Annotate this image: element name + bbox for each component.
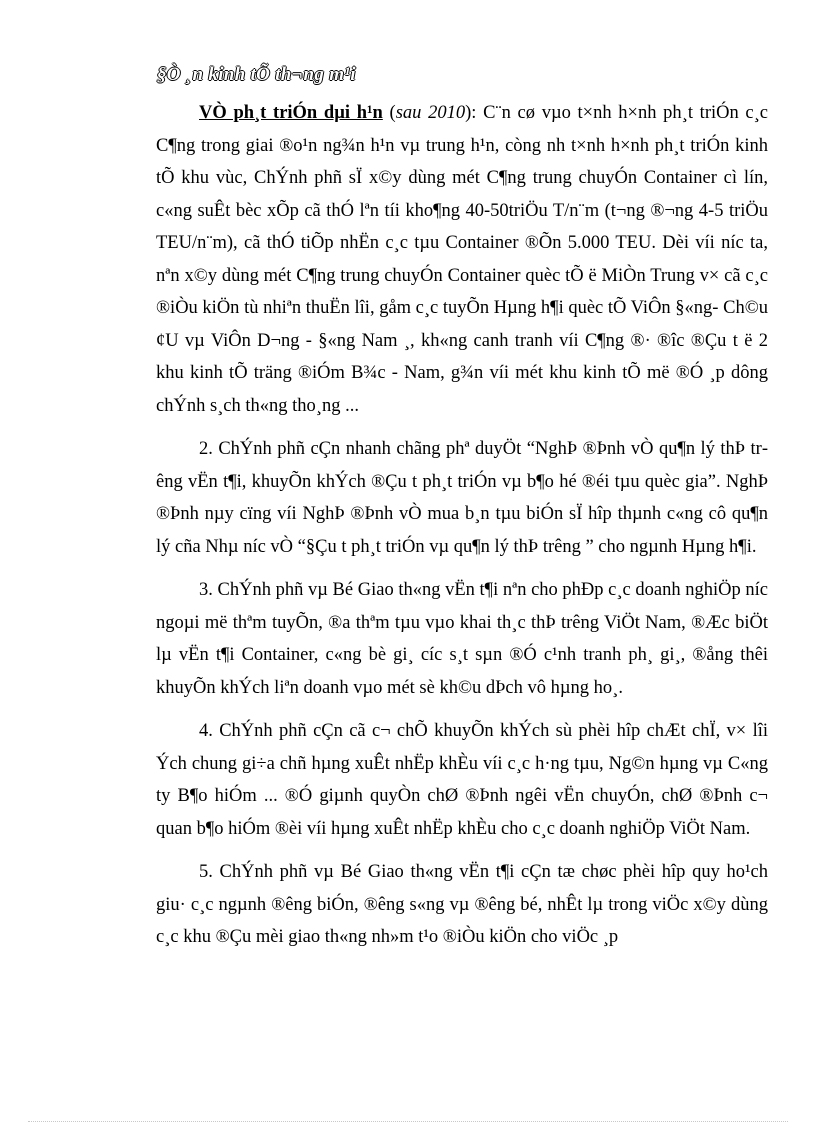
paragraph-2: [156, 433, 768, 563]
paragraph-text: 4. ChÝnh phñ cÇn cã c¬ chÕ khuyÕn khÝch sù phèi hîp chÆt chÏ, v× lîi Ých chung gi÷a chñ hµng xuÊt nhËp khÈu víi c¸c h·ng tµu, Ng©n hµng vµ C«ng ty B¶o hiÓm ... ®Ó giµnh quyÒn chØ ®Þnh ngêi vËn chuyÓn, chØ ®Þnh c¬ quan b¶o hiÓm ®èi víi hµng xuÊt nhËp khÈu cho c¸c doanh nghiÖp ViÖt Nam.: [156, 721, 768, 839]
paragraph-3: [156, 574, 768, 704]
section-heading: §Ò ¸n kinh tÕ th¬ng m¹i: [157, 64, 356, 85]
body-text: [156, 97, 768, 965]
paragraph-5: [156, 856, 768, 954]
paragraph-lead: VÒ ph¸t triÓn dµi h¹n: [199, 103, 383, 123]
paragraph-4: [156, 715, 768, 845]
paragraph-text: 3. ChÝnh phñ vµ Bé Giao th«ng vËn t¶i nªn cho phÐp c¸c doanh nghiÖp níc ngoµi më thªm tuyÕn, ®a thªm tµu vµo khai th¸c thÞ trêng ViÖt Nam, ®Æc biÖt lµ vËn t¶i Container, c«ng bè gi¸ cíc s¸t sµn ®Ó c¹nh tranh ph¸ gi¸, ®ång thêi khuyÕn khÝch liªn doanh vµo mét sè kh©u dÞch vô hµng ho¸.: [156, 580, 768, 698]
paragraph-text: 2. ChÝnh phñ cÇn nhanh chãng phª duyÖt “NghÞ ®Þnh vÒ qu¶n lý thÞ trêng vËn t¶i, khuyÕn khÝch ®Çu t ph¸t triÓn vµ b¶o hé ®éi tµu quèc gia”. NghÞ ®Þnh nµy cïng víi NghÞ ®Þnh vÒ mua b¸n tµu biÓn sÏ hîp thµnh c«ng cô qu¶n lý cña Nhµ níc vÒ “§Çu t ph¸t triÓn vµ qu¶n lý thÞ trêng ” cho ngµnh Hµng h¶i.: [156, 439, 768, 557]
paragraph-text: : C¨n cø vµo t×nh h×nh ph¸t triÓn c¸c C¶ng trong giai ®o¹n ng¾n h¹n vµ trung h¹n, còng nh t×nh h×nh ph¸t triÓn kinh tÕ khu vùc, ChÝnh phñ sÏ x©y dùng mét C¶ng trung chuyÓn Container cì lín, c«ng suÊt bèc xÕp cã thÓ lªn tíi kho¶ng 40-50triÖu T/n¨m (t¬ng ®¬ng 4-5 triÖu TEU/n¨m), cã thÓ tiÕp nhËn c¸c tµu Container ®Õn 5.000 TEU. Dèi víi níc ta, nªn x©y dùng mét C¶ng trung chuyÓn Container quèc tÕ ë MiÒn Trung v× cã c¸c ®iÒu kiÖn tù nhiªn thuËn lîi, gåm c¸c tuyÕn Hµng h¶i quèc tÕ ViÔn §«ng- Ch©u ¢U vµ ViÔn D¬ng - §«ng Nam ¸, kh«ng canh tranh víi C¶ng ®· ®îc ®Çu t ë 2 khu kinh tÕ träng ®iÓm B¾c - Nam, g¾n víi mét khu kinh tÕ më ®Ó ¸p dông chÝnh s¸ch th«ng tho¸ng ...: [156, 103, 769, 416]
paragraph-lead-note: sau 2010: [395, 103, 466, 123]
paragraph-text: 5. ChÝnh phñ vµ Bé Giao th«ng vËn t¶i cÇn tæ chøc phèi hîp quy ho¹ch giu· c¸c ngµnh ®êng biÓn, ®êng s«ng vµ ®êng bé, nhÊt lµ trong viÖc x©y dùng c¸c khu ®Çu mèi giao th«ng nh»m t¹o ®iÒu kiÖn cho viÖc ¸p: [156, 862, 768, 947]
page-bottom-divider: [28, 1121, 788, 1122]
paragraph-long-term: VÒ ph¸t triÓn dµi h¹n (sau 2010): C¨n cø vµo t×nh h×nh ph¸t triÓn c¸c C¶ng trong giai ®o¹n ng¾n h¹n vµ trung h¹n, còng nh t×nh h×nh ph¸t triÓn kinh tÕ khu vùc, ChÝnh phñ sÏ x©y dùng mét C¶ng trung chuyÓn Container cì lín, c«ng suÊt bèc xÕp cã thÓ lªn tíi kho¶ng 40-50triÖu T/n¨m (t¬ng ®¬ng 4-5 triÖu TEU/n¨m), cã thÓ tiÕp nhËn c¸c tµu Container ®Õn 5.000 TEU. Dèi víi níc ta, nªn x©y dùng mét C¶ng trung chuyÓn Container quèc tÕ ë MiÒn Trung v× cã c¸c ®iÒu kiÖn tù nhiªn thuËn lîi, gåm c¸c tuyÕn Hµng h¶i quèc tÕ ViÔn §«ng- Ch©u ¢U vµ ViÔn D¬ng - §«ng Nam ¸, kh«ng canh tranh víi C¶ng ®· ®îc ®Çu t ë 2 khu kinh tÕ träng ®iÓm B¾c - Nam, g¾n víi mét khu kinh tÕ më ®Ó ¸p dông chÝnh s¸ch th«ng tho¸ng ...: [156, 103, 769, 416]
